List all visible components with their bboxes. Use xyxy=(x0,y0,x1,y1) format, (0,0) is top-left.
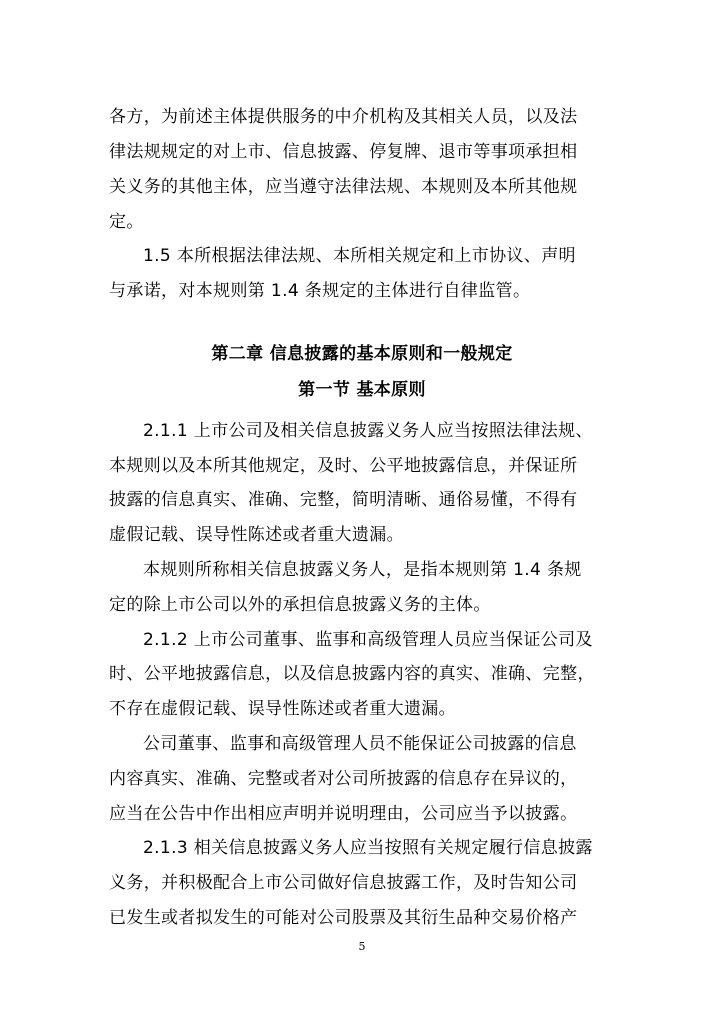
text-line: 2.1.1 上市公司及相关信息披露义务人应当按照法律法规、 xyxy=(143,421,593,441)
text-line: 时、公平地披露信息，以及信息披露内容的真实、准确、完整， xyxy=(109,664,595,684)
text-line: 2.1.3 相关信息披露义务人应当按照有关规定履行信息披露 xyxy=(143,838,593,858)
text-line: 虚假记载、误导性陈述或者重大遗漏。 xyxy=(109,525,404,545)
section-title: 第一节 基本原则 xyxy=(298,380,426,400)
text-line: 各方，为前述主体提供服务的中介机构及其相关人员，以及法 xyxy=(109,107,578,127)
text-line: 定的除上市公司以外的承担信息披露义务的主体。 xyxy=(109,595,491,615)
text-line: 义务，并积极配合上市公司做好信息披露工作，及时告知公司 xyxy=(109,873,578,893)
text-line: 1.5 本所根据法律法规、本所相关规定和上市协议、声明 xyxy=(143,246,576,266)
text-line: 律法规规定的对上市、信息披露、停复牌、退市等事项承担相 xyxy=(109,142,578,162)
text-line: 定。 xyxy=(109,212,144,232)
text-line: 关义务的其他主体，应当遵守法律法规、本规则及本所其他规 xyxy=(109,177,578,197)
text-line: 应当在公告中作出相应声明并说明理由，公司应当予以披露。 xyxy=(109,804,578,824)
page-number: 5 xyxy=(358,940,366,953)
text-line: 已发生或者拟发生的可能对公司股票及其衍生品种交易价格产 xyxy=(109,908,578,928)
text-line: 公司董事、监事和高级管理人员不能保证公司披露的信息 xyxy=(143,734,577,754)
chapter-title: 第二章 信息披露的基本原则和一般规定 xyxy=(211,344,513,364)
text-line: 与承诺，对本规则第 1.4 条规定的主体进行自律监管。 xyxy=(109,281,531,301)
text-line: 2.1.2 上市公司董事、监事和高级管理人员应当保证公司及 xyxy=(143,630,593,650)
text-line: 本规则以及本所其他规定，及时、公平地披露信息，并保证所 xyxy=(109,456,578,476)
text-line: 内容真实、准确、完整或者对公司所披露的信息存在异议的， xyxy=(109,769,578,789)
text-line: 不存在虚假记载、误导性陈述或者重大遗漏。 xyxy=(109,699,456,719)
text-line: 披露的信息真实、准确、完整，简明清晰、通俗易懂，不得有 xyxy=(109,490,578,510)
text-line: 本规则所称相关信息披露义务人，是指本规则第 1.4 条规 xyxy=(143,560,582,580)
